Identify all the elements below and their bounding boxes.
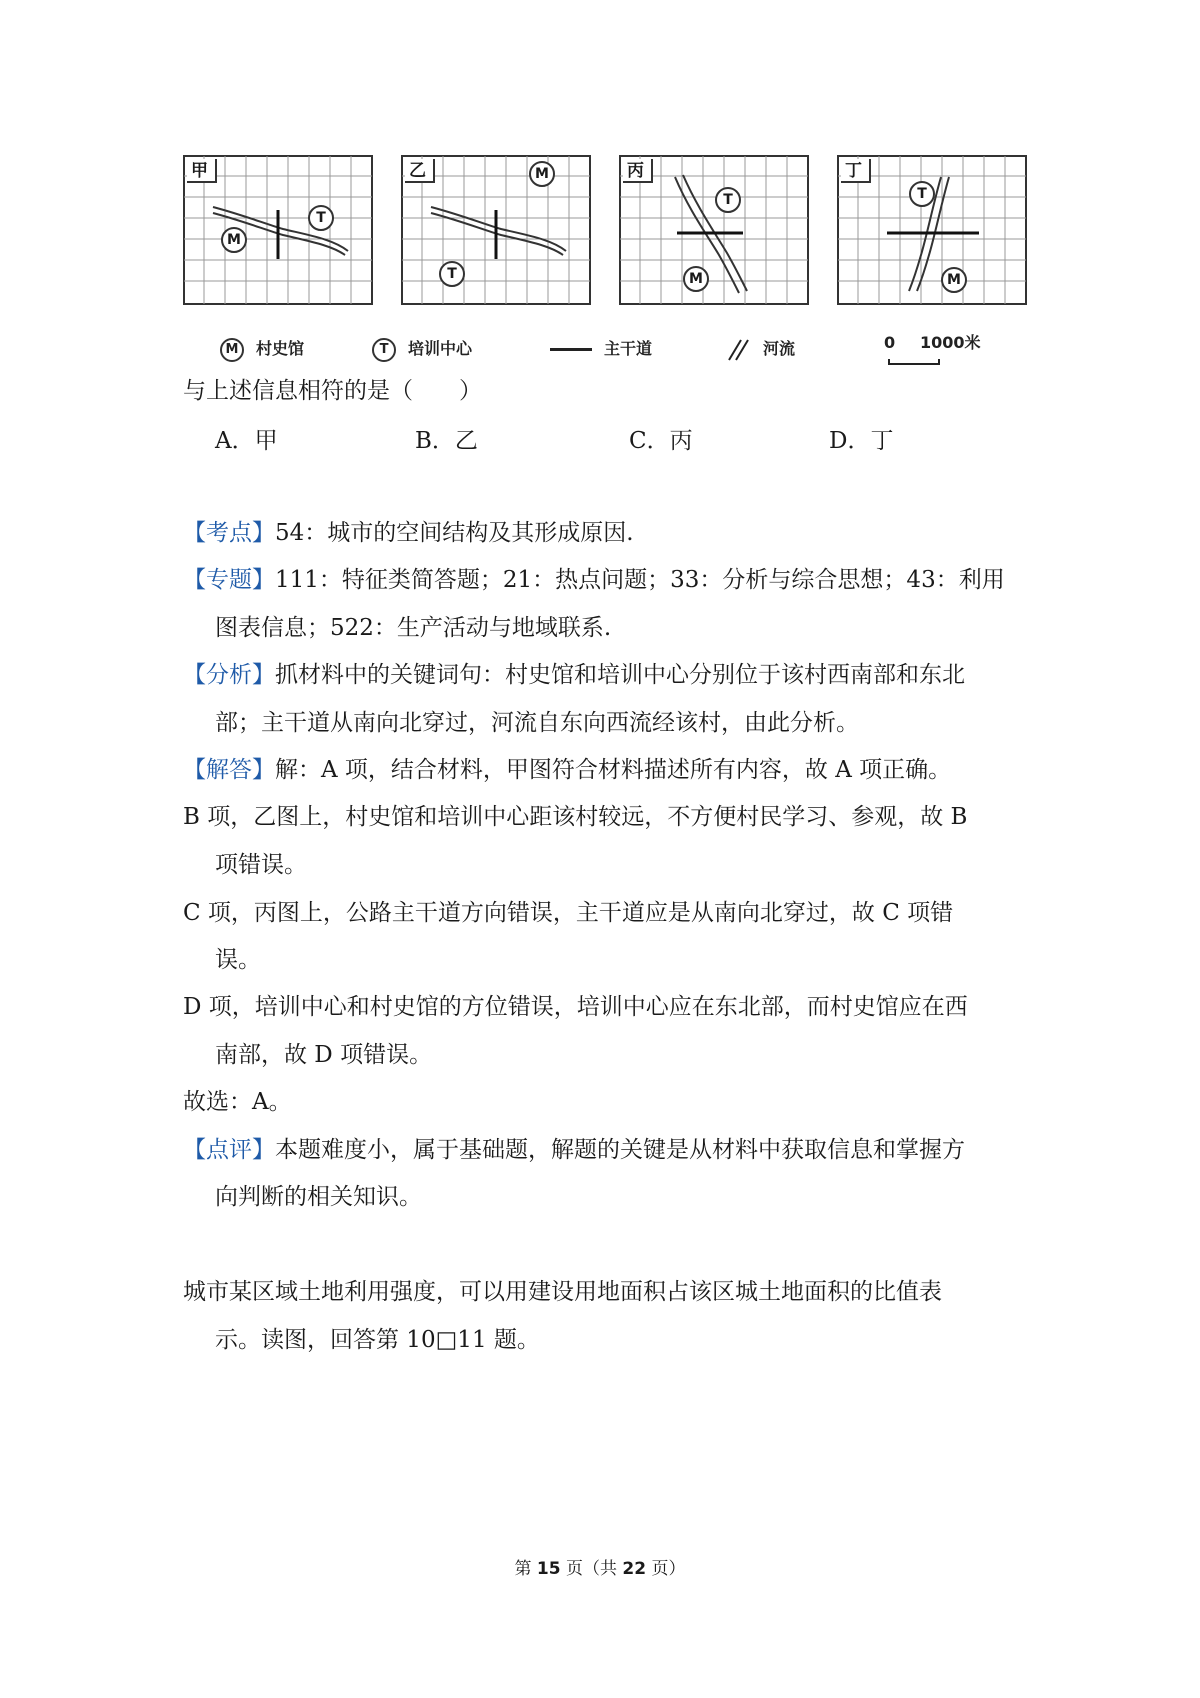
legend-river: [725, 332, 795, 366]
kaodian-section: [183, 516, 634, 550]
legend-road: [550, 332, 652, 366]
option-b: [415, 424, 478, 458]
jieda-section: [183, 753, 951, 787]
training-symbol-icon: T: [372, 338, 396, 362]
zhuanti-section: [183, 563, 1005, 597]
map-label: 丁: [841, 159, 871, 183]
dianping-tag: 【点评】: [183, 1137, 275, 1163]
map-yi: [401, 155, 591, 315]
legend-museum: [220, 332, 304, 366]
option-key: D．: [829, 428, 871, 454]
legend-road-label: 主干道: [604, 339, 653, 358]
road-line-icon: [550, 348, 592, 351]
training-marker: T: [909, 181, 935, 207]
museum-marker: M: [529, 161, 555, 187]
jieda-b-line-1: B 项，乙图上，村史馆和培训中心距该村较远，不方便村民学习、参观，故 B: [183, 804, 968, 830]
scale-value: 1000米: [920, 333, 981, 352]
fenxi-text-2: 部；主干道从南向北穿过，河流自东向西流经该村，由此分析。: [215, 710, 859, 736]
jieda-c-line-2: 误。: [215, 947, 261, 973]
legend-scale: [882, 332, 992, 366]
zhuanti-tag: 【专题】: [183, 567, 275, 593]
legend-training: [372, 332, 472, 366]
option-text: 丁: [870, 428, 894, 454]
training-marker: T: [308, 205, 334, 231]
scale-bar-icon: [888, 359, 940, 365]
map-label: 乙: [405, 159, 435, 183]
option-d: [829, 424, 893, 458]
jieda-d-line-2: 南部，故 D 项错误。: [215, 1042, 433, 1068]
museum-symbol-icon: M: [220, 338, 244, 362]
zhuanti-text-2: 图表信息；522：生产活动与地域联系.: [215, 615, 612, 641]
footer-prefix: 第: [514, 1559, 537, 1579]
option-key: C．: [629, 428, 670, 454]
jieda-tag: 【解答】: [183, 757, 275, 783]
footer-middle: 页（共: [560, 1559, 623, 1579]
legend-training-label: 培训中心: [408, 339, 473, 358]
footer-suffix: 页）: [646, 1559, 686, 1579]
museum-marker: M: [683, 266, 709, 292]
legend-museum-label: 村史馆: [256, 339, 305, 358]
fenxi-section: [183, 658, 965, 692]
map-label: 甲: [187, 159, 217, 183]
map-ding: [837, 155, 1027, 315]
legend-river-label: 河流: [763, 339, 796, 358]
map-jia: [183, 155, 373, 315]
training-marker: T: [715, 187, 741, 213]
option-a: [215, 424, 278, 458]
option-c: [629, 424, 693, 458]
kaodian-tag: 【考点】: [183, 520, 275, 546]
footer-total-pages: 22: [622, 1559, 647, 1579]
jieda-answer: 故选：A。: [183, 1089, 292, 1115]
option-text: 甲: [254, 428, 278, 454]
question-text: 与上述信息相符的是（ ）: [183, 378, 482, 404]
page-footer: [0, 1554, 1200, 1579]
next-question-line-2: 示。读图，回答第 10□11 题。: [215, 1327, 540, 1353]
training-marker: T: [439, 261, 465, 287]
next-question-line-1: 城市某区域土地利用强度，可以用建设用地面积占该区城土地面积的比值表: [183, 1279, 942, 1305]
option-text: 乙: [454, 428, 478, 454]
museum-marker: M: [941, 267, 967, 293]
option-key: B．: [415, 428, 455, 454]
map-label: 丙: [623, 159, 653, 183]
river-lines-icon: [725, 338, 753, 362]
jieda-b-line-2: 项错误。: [215, 852, 307, 878]
map-figure-group: [183, 155, 1033, 325]
jieda-d-line-1: D 项，培训中心和村史馆的方位错误，培训中心应在东北部，而村史馆应在西: [183, 994, 968, 1020]
fenxi-tag: 【分析】: [183, 662, 275, 688]
jieda-text-1: 解：A 项，结合材料，甲图符合材料描述所有内容，故 A 项正确。: [275, 757, 952, 783]
scale-zero: 0: [884, 333, 896, 352]
dianping-section: [183, 1133, 965, 1167]
zhuanti-text-1: 111：特征类简答题；21：热点问题；33：分析与综合思想；43：利用: [275, 567, 1005, 593]
dianping-text-1: 本题难度小，属于基础题，解题的关键是从材料中获取信息和掌握方: [275, 1137, 965, 1163]
dianping-text-2: 向判断的相关知识。: [215, 1184, 422, 1210]
option-text: 丙: [669, 428, 693, 454]
option-key: A．: [215, 428, 255, 454]
museum-marker: M: [221, 227, 247, 253]
jieda-c-line-1: C 项，丙图上，公路主干道方向错误，主干道应是从南向北穿过，故 C 项错: [183, 900, 954, 926]
map-bing: [619, 155, 809, 315]
map-legend: [220, 332, 1020, 366]
footer-page-number: 15: [536, 1559, 561, 1579]
fenxi-text-1: 抓材料中的关键词句：村史馆和培训中心分别位于该村西南部和东北: [275, 662, 965, 688]
kaodian-text: 54：城市的空间结构及其形成原因.: [275, 520, 634, 546]
